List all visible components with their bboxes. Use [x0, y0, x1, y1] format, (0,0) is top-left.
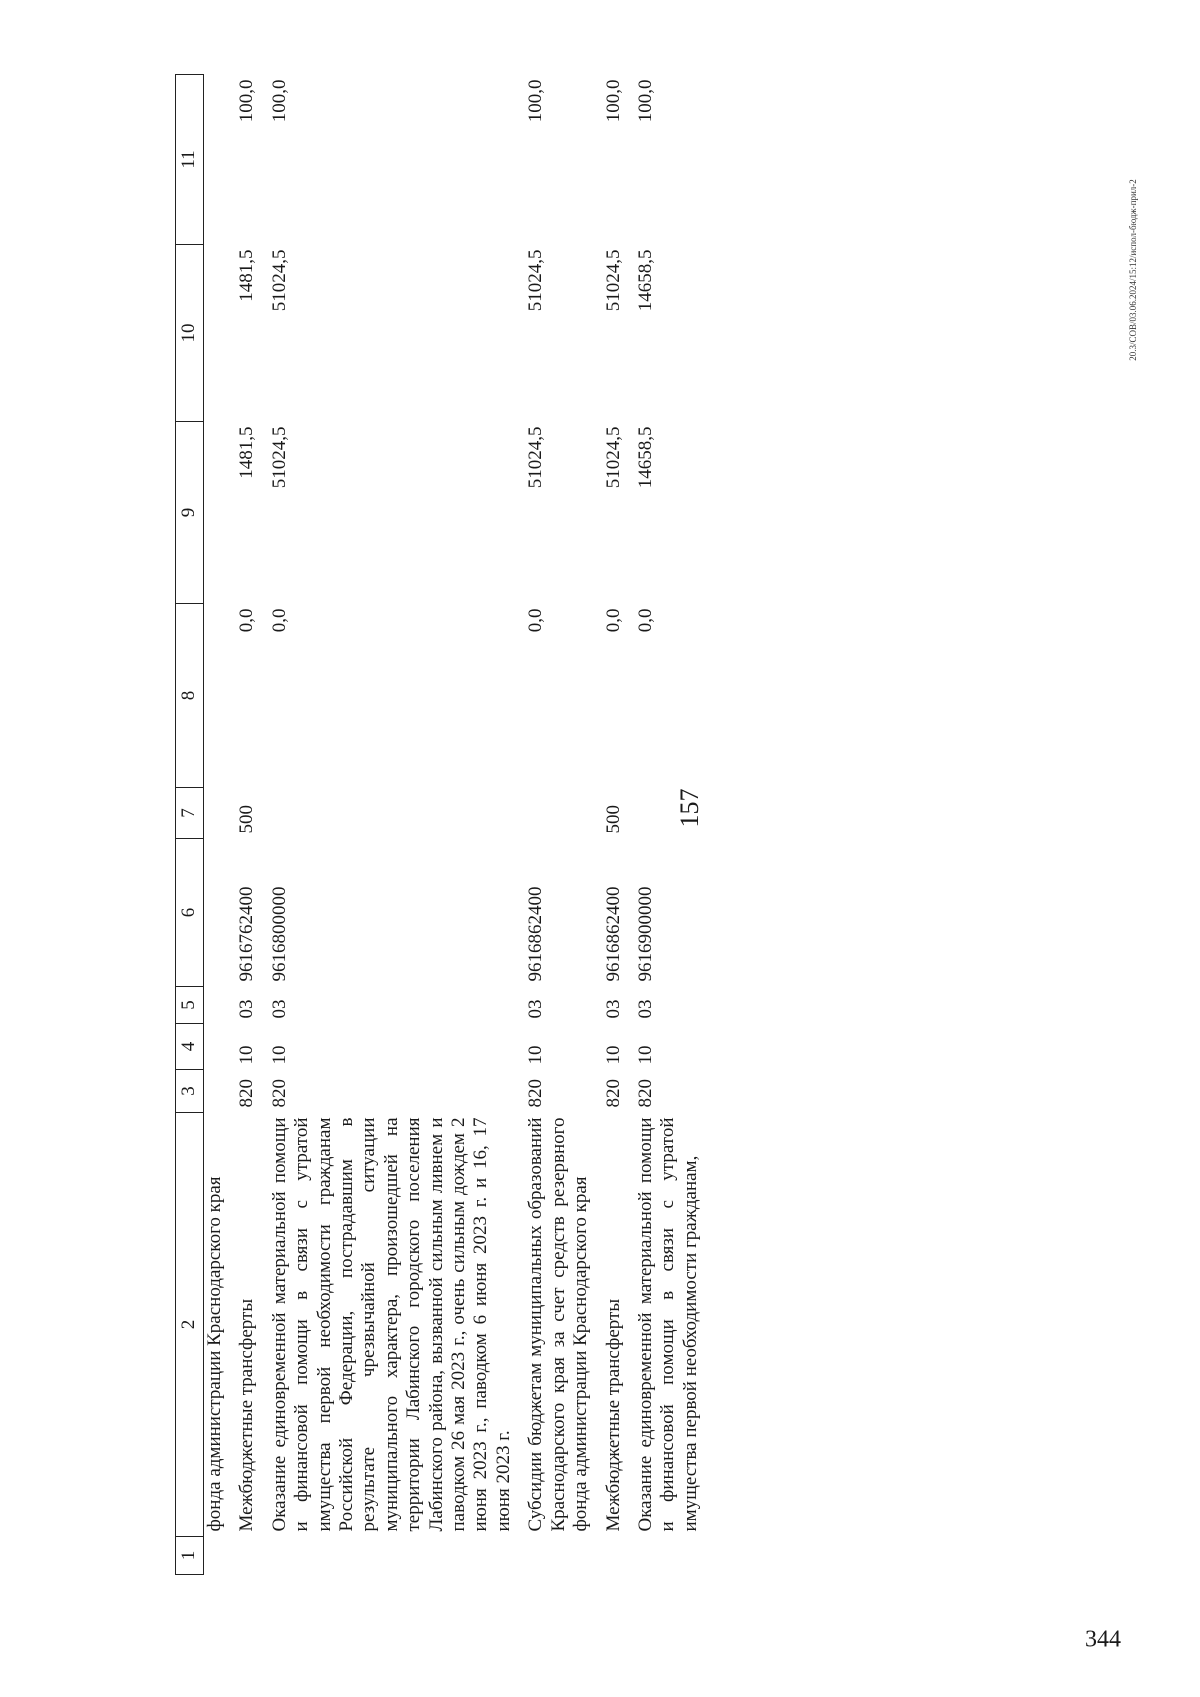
- row-c7: 500: [602, 805, 624, 834]
- row-c11: 100,0: [525, 79, 547, 123]
- row-c7: [204, 788, 237, 839]
- row-name: Межбюджетные трансферты: [602, 1298, 624, 1532]
- budget-table-rotated: [175, 75, 1200, 1575]
- row-c6: 9616862400: [525, 886, 547, 982]
- row-c11: [204, 75, 237, 245]
- row-c9: [204, 422, 237, 604]
- table-row: [603, 75, 635, 1575]
- row-c3: 820: [268, 1079, 290, 1108]
- row-name: Оказание единовременной материальной помощи и финансовой помощи в связи с утратой имущества первой необходимости гражданам Российской Федерации, пострадавшим в результате чрезвычайной ситуации муниципального характера, произошедшей на территории Лабинского городского поселения Лабинского района, вызванной сильным ливнем и паводком 26 мая 2023 г., очень сильным дождем 2 июня 2023 г., паводком 6 июня 2023 г. и 16, 17 июня 2023 г.: [268, 1117, 514, 1532]
- row-c3: [204, 1070, 237, 1113]
- header-col-5: 5: [176, 987, 204, 1024]
- row-c11: 100,0: [236, 79, 258, 123]
- header-col-8: 8: [176, 604, 204, 788]
- header-col-6: 6: [176, 839, 204, 987]
- row-c5: 03: [525, 999, 547, 1019]
- row-c8: 0,0: [634, 608, 656, 633]
- header-col-10: 10: [176, 245, 204, 422]
- table-row: [635, 75, 712, 1575]
- row-c10: 51024,5: [268, 249, 290, 312]
- table-row: [525, 75, 602, 1575]
- row-c5: 03: [602, 999, 624, 1019]
- row-c7: 500: [236, 805, 258, 834]
- header-col-3: 3: [176, 1070, 204, 1113]
- row-c9: 1481,5: [236, 426, 258, 479]
- row-c8: 0,0: [268, 608, 290, 633]
- row-c7: [269, 788, 525, 839]
- row-c6: [204, 839, 237, 987]
- row-c5: 03: [634, 999, 656, 1019]
- row-c6: 9616862400: [602, 886, 624, 982]
- row-c6: 9616800000: [268, 886, 290, 982]
- row-c7: [635, 788, 712, 839]
- row-name: Оказание единовременной материальной помощи и финансовой помощи в связи с утратой имущества первой необходимости гражданам,: [634, 1117, 701, 1532]
- row-c3: 820: [525, 1079, 547, 1108]
- row-c8: [204, 604, 237, 788]
- row-c9: 51024,5: [602, 426, 624, 489]
- header-col-1: 1: [176, 1537, 204, 1575]
- row-c4: 10: [634, 1045, 656, 1065]
- row-c8: 0,0: [602, 608, 624, 633]
- row-c3: 820: [634, 1079, 656, 1108]
- header-col-4: 4: [176, 1024, 204, 1070]
- row-c4: 10: [525, 1045, 547, 1065]
- row-c5: [204, 987, 237, 1024]
- table-row: [269, 75, 525, 1575]
- page-number-top: 157: [675, 788, 704, 828]
- row-c8: 0,0: [236, 608, 258, 633]
- row-c3: 820: [236, 1079, 258, 1108]
- row-c3: 820: [602, 1079, 624, 1108]
- header-col-2: 2: [176, 1113, 204, 1537]
- table-row: [236, 75, 268, 1575]
- row-c10: 51024,5: [525, 249, 547, 312]
- row-name: Межбюджетные трансферты: [236, 1298, 258, 1532]
- row-name: фонда администрации Краснодарского края: [204, 1176, 225, 1532]
- table-header-row: [176, 75, 204, 1575]
- row-name: Субсидии бюджетам муниципальных образований Краснодарского края за счет средств резервного фонда администрации Краснодарского края: [525, 1117, 592, 1532]
- row-c5: 03: [236, 999, 258, 1019]
- row-c10: 14658,5: [634, 249, 656, 312]
- row-c11: 100,0: [268, 79, 290, 123]
- row-c4: 10: [236, 1045, 258, 1065]
- row-c9: 14658,5: [634, 426, 656, 489]
- row-c9: 51024,5: [268, 426, 290, 489]
- row-c11: 100,0: [602, 79, 624, 123]
- document-stamp: 20.3/СОВ/03.06.2024/15:12/испол-бюдж-прил-2: [1128, 179, 1138, 361]
- row-c4: 10: [602, 1045, 624, 1065]
- row-c4: 10: [268, 1045, 290, 1065]
- row-c10: 51024,5: [602, 249, 624, 312]
- row-c9: 51024,5: [525, 426, 547, 489]
- header-col-9: 9: [176, 422, 204, 604]
- budget-table: [175, 74, 712, 1575]
- row-c6: 9616762400: [236, 886, 258, 982]
- row-c5: 03: [268, 999, 290, 1019]
- page-number-bottom: 344: [1085, 1626, 1121, 1653]
- header-col-11: 11: [176, 75, 204, 245]
- header-col-7: 7: [176, 788, 204, 839]
- row-c4: [204, 1024, 237, 1070]
- table-row: [204, 75, 237, 1575]
- row-c10: 1481,5: [236, 249, 258, 302]
- row-c11: 100,0: [634, 79, 656, 123]
- row-c10: [204, 245, 237, 422]
- row-c6: 9616900000: [634, 886, 656, 982]
- row-c8: 0,0: [525, 608, 547, 633]
- row-c7: [525, 788, 602, 839]
